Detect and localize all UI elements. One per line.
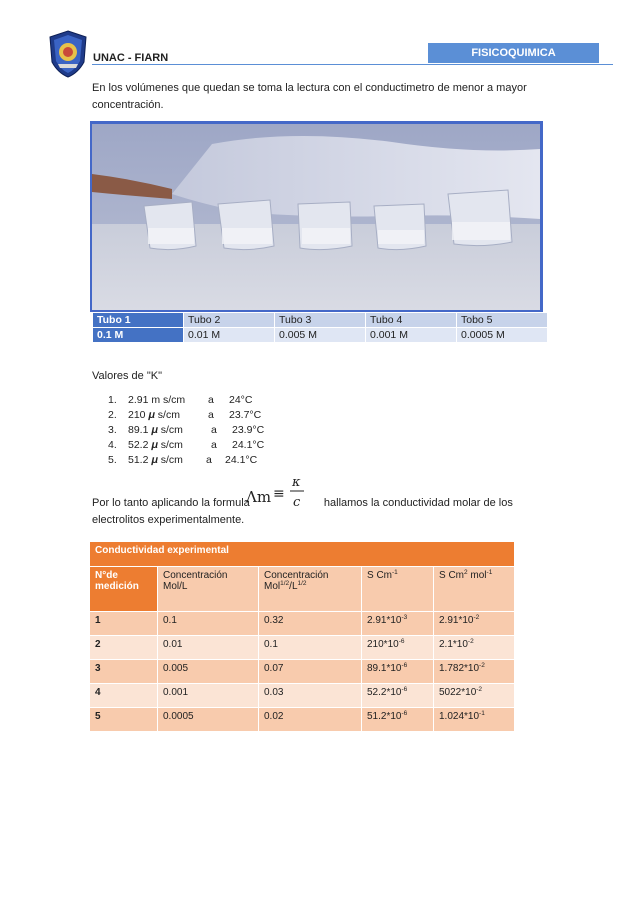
k-item-temp: 23.7°C	[229, 409, 262, 421]
table-title-row	[90, 542, 515, 567]
k-item-temp: 24.1°C	[232, 439, 265, 451]
header-institution: UNAC - FIARN	[93, 52, 169, 64]
university-seal-logo	[48, 30, 88, 78]
table-row: 1 0.1 0.32 $2.91*10^{-3}$ $2.91*10^{-2}$	[90, 612, 515, 636]
formula-equiv: ≡	[273, 486, 285, 502]
header-s-cm: S $Cm^{-1}$	[362, 567, 434, 612]
formula-text-after: hallamos la conductividad molar de los electrolitos experimentalmente.	[92, 497, 513, 526]
tube-concentration-cell: 0.001 M	[366, 328, 457, 343]
header-course-tab: FISICOQUIMICA	[428, 43, 599, 63]
table-row: 5 0.0005 0.02 $51.2*10^{-6}$ $1.024*10^{-1}$	[90, 708, 515, 732]
conductivity-table	[89, 541, 515, 732]
k-item-value: 210 𝝁 s/cm	[128, 409, 180, 421]
header-rule	[92, 64, 613, 65]
k-item-number: 3.	[108, 424, 117, 436]
tube-name-cell: Tubo 2	[184, 313, 275, 328]
beakers-photo	[92, 124, 540, 310]
k-item-value: 89.1 𝝁 s/cm	[128, 424, 183, 436]
k-item-number: 5.	[108, 454, 117, 466]
table-row: 4 0.001 0.03 $52.2*10^{-6}$ $5022*10^{-2}$	[90, 684, 515, 708]
beaker-4	[374, 204, 426, 250]
beaker-3	[298, 202, 352, 250]
formula-numerator: κ	[292, 475, 301, 490]
k-item-a: a	[211, 424, 217, 436]
k-item-temp: 24.1°C	[225, 454, 258, 466]
table-header-row	[90, 567, 515, 612]
k-item-number: 4.	[108, 439, 117, 451]
k-item-a: a	[206, 454, 212, 466]
formula-denominator: c	[293, 495, 301, 510]
k-item-value: 2.91 m s/cm	[128, 394, 186, 406]
beaker-1	[144, 202, 196, 250]
tube-name-cell: Tobo 5	[457, 313, 548, 328]
table-row: 2 0.01 0.1 $210*10^{-6}$ $2.1*10^{-2}$	[90, 636, 515, 660]
tube-concentration-cell: 0.1 M	[93, 328, 184, 343]
beaker-5	[448, 190, 512, 246]
table-row: 3 0.005 0.07 $89.1*10^{-6}$ $1.782*10^{-2}$	[90, 660, 515, 684]
k-item-a: a	[211, 439, 217, 451]
header-concentration: Concentración Mol/L	[158, 567, 259, 612]
tube-concentration-cell: 0.01 M	[184, 328, 275, 343]
intro-paragraph: En los volúmenes que quedan se toma la lectura con el conductimetro de menor a mayor concentración.	[92, 82, 527, 111]
formula-text-before: Por lo tanto aplicando la formula	[92, 497, 250, 509]
header-s-cm2-mol: S Cm$^2$ mol$^{-1}$	[434, 567, 515, 612]
table-title: Conductividad experimental	[90, 542, 515, 567]
k-item-value: 52.2 𝝁 s/cm	[128, 439, 183, 451]
tube-name-cell: Tubo 4	[366, 313, 457, 328]
k-item-number: 2.	[108, 409, 117, 421]
header-measurement: N°de medición	[90, 567, 158, 612]
tube-concentrations-row	[93, 328, 548, 343]
beaker-2	[218, 200, 274, 250]
formula-lhs: Λm	[246, 488, 272, 506]
tube-names-row	[93, 313, 548, 328]
k-item-temp: 23.9°C	[232, 424, 265, 436]
k-item-value: 51.2 𝝁 s/cm	[128, 454, 183, 466]
tube-concentration-cell: 0.0005 M	[457, 328, 548, 343]
tube-name-cell: Tubo 1	[93, 313, 184, 328]
k-values-title: Valores de "K"	[92, 370, 162, 382]
tube-name-cell: Tubo 3	[275, 313, 366, 328]
k-item-number: 1.	[108, 394, 117, 406]
tube-concentration-cell: 0.005 M	[275, 328, 366, 343]
k-item-a: a	[208, 409, 214, 421]
header-sqrt-concentration: Concentración $Mol^{1/2}/L^{1/2}$	[259, 567, 362, 612]
formula-paragraph	[92, 495, 562, 529]
k-item-a: a	[208, 394, 214, 406]
tubes-table	[92, 312, 548, 343]
k-item-temp: 24°C	[229, 394, 253, 406]
